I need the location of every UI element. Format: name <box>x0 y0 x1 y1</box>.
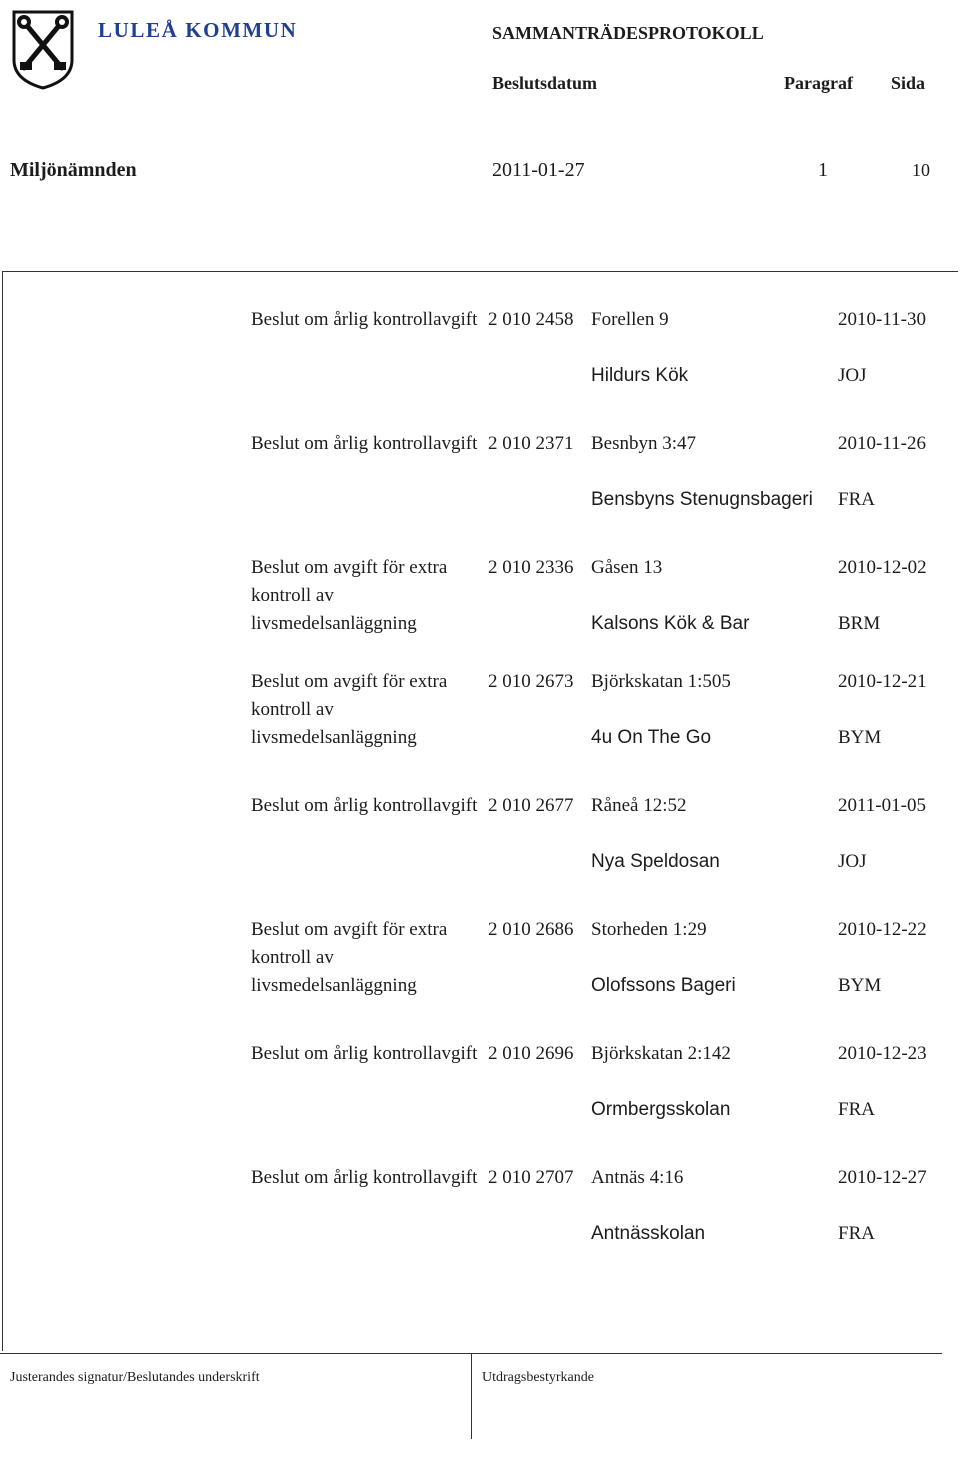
business-name: Nya Speldosan <box>591 851 720 872</box>
decision-description: Beslut om avgift för extra kontroll av livsmedelsanläggning <box>251 919 448 996</box>
case-number: 2 010 2696 <box>488 1043 574 1064</box>
officer-signature: BYM <box>838 975 882 996</box>
decision-date: 2010-11-26 <box>838 433 926 454</box>
signature-divider <box>471 1353 472 1439</box>
decision-row <box>0 792 960 902</box>
decision-description: Beslut om årlig kontrollavgift <box>251 1043 478 1064</box>
page-number: 10 <box>912 160 930 180</box>
business-name: Ormbergsskolan <box>591 1099 731 1120</box>
content-frame-top <box>2 271 958 272</box>
case-number: 2 010 2673 <box>488 671 574 692</box>
organization-name: LULEÅ KOMMUN <box>98 18 298 42</box>
paragraph-label: Paragraf <box>784 73 853 93</box>
officer-signature: JOJ <box>838 365 867 386</box>
business-name: Olofssons Bageri <box>591 975 736 996</box>
decision-date: 2010-11-30 <box>838 309 926 330</box>
property-designation: Björkskatan 1:505 <box>591 671 731 692</box>
officer-signature: FRA <box>838 1223 875 1244</box>
document-title: SAMMANTRÄDESPROTOKOLL <box>492 23 764 43</box>
decision-date: 2010-12-22 <box>838 919 927 940</box>
officer-signature: FRA <box>838 489 875 510</box>
paragraph-number: 1 <box>818 159 828 181</box>
decision-date: 2011-01-05 <box>838 795 926 816</box>
business-name: Bensbyns Stenugnsbageri <box>591 489 813 510</box>
property-designation: Gåsen 13 <box>591 557 663 578</box>
case-number: 2 010 2458 <box>488 309 574 330</box>
decision-date-label: Beslutsdatum <box>492 73 598 93</box>
business-name: Hildurs Kök <box>591 365 689 386</box>
decision-row <box>0 1164 960 1274</box>
decision-date: 2010-12-02 <box>838 557 927 578</box>
decision-description: Beslut om årlig kontrollavgift <box>251 309 478 330</box>
decision-description: Beslut om årlig kontrollavgift <box>251 795 478 816</box>
property-designation: Besnbyn 3:47 <box>591 433 697 454</box>
business-name: Antnässkolan <box>591 1223 706 1244</box>
signature-label: Justerandes signatur/Beslutandes underskrift <box>10 1370 260 1385</box>
decision-row <box>0 554 960 664</box>
decision-date: 2010-12-23 <box>838 1043 927 1064</box>
property-designation: Råneå 12:52 <box>591 795 687 816</box>
committee-name: Miljönämnden <box>10 159 137 181</box>
property-designation: Antnäs 4:16 <box>591 1167 684 1188</box>
page-label: Sida <box>891 73 926 93</box>
decision-row <box>0 430 960 540</box>
case-number: 2 010 2677 <box>488 795 574 816</box>
officer-signature: BRM <box>838 613 881 634</box>
decision-row <box>0 306 960 416</box>
case-number: 2 010 2336 <box>488 557 574 578</box>
case-number: 2 010 2686 <box>488 919 574 940</box>
decision-row <box>0 1040 960 1150</box>
business-name: Kalsons Kök & Bar <box>591 613 750 634</box>
decision-date: 2010-12-21 <box>838 671 927 692</box>
officer-signature: JOJ <box>838 851 867 872</box>
decision-description: Beslut om avgift för extra kontroll av livsmedelsanläggning <box>251 671 448 748</box>
property-designation: Storheden 1:29 <box>591 919 707 940</box>
meeting-date: 2011-01-27 <box>492 159 585 181</box>
decision-row <box>0 668 960 778</box>
decision-date: 2010-12-27 <box>838 1167 927 1188</box>
officer-signature: FRA <box>838 1099 875 1120</box>
case-number: 2 010 2707 <box>488 1167 574 1188</box>
decision-description: Beslut om avgift för extra kontroll av livsmedelsanläggning <box>251 557 448 634</box>
decision-description: Beslut om årlig kontrollavgift <box>251 433 478 454</box>
case-number: 2 010 2371 <box>488 433 574 454</box>
officer-signature: BYM <box>838 727 882 748</box>
decision-description: Beslut om årlig kontrollavgift <box>251 1167 478 1188</box>
property-designation: Björkskatan 2:142 <box>591 1043 731 1064</box>
business-name: 4u On The Go <box>591 727 712 748</box>
luleå-coat-of-arms-logo <box>10 6 76 90</box>
decision-row <box>0 916 960 1026</box>
certification-label: Utdragsbestyrkande <box>482 1370 594 1385</box>
property-designation: Forellen 9 <box>591 309 669 330</box>
